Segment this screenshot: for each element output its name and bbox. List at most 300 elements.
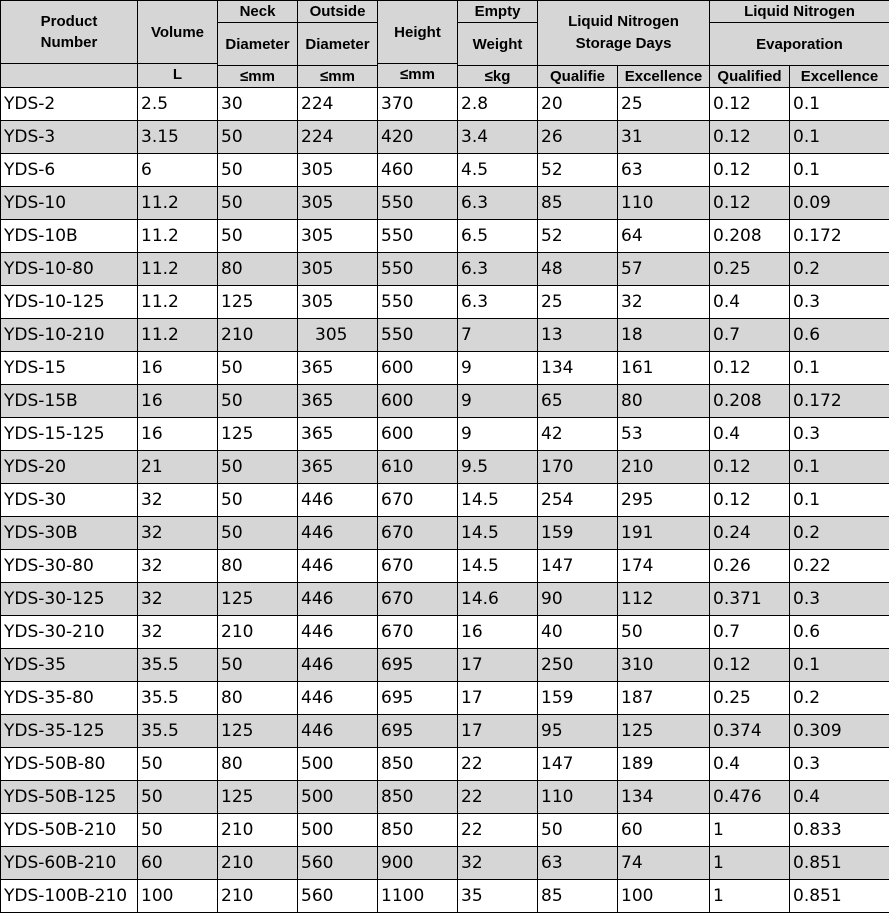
cell-product-number: YDS-15 xyxy=(1,352,138,385)
cell-volume: 50 xyxy=(138,781,218,814)
cell-product-number: YDS-30B xyxy=(1,517,138,550)
table-row xyxy=(1,121,889,154)
cell-product-number: YDS-30-125 xyxy=(1,583,138,616)
cell-days-excellence: 125 xyxy=(618,715,710,748)
cell-evap-qualified: 1 xyxy=(710,880,790,913)
cell-outside-diameter: 446 xyxy=(298,484,378,517)
cell-evap-excellence: 0.851 xyxy=(790,847,889,880)
table-row xyxy=(1,418,889,451)
cell-outside-diameter: 446 xyxy=(298,715,378,748)
cell-days-qualified: 85 xyxy=(538,880,618,913)
table-row xyxy=(1,517,889,550)
cell-days-qualified: 95 xyxy=(538,715,618,748)
cell-empty-weight: 6.3 xyxy=(458,286,538,319)
cell-volume: 3.15 xyxy=(138,121,218,154)
cell-product-number: YDS-50B-210 xyxy=(1,814,138,847)
cell-neck-diameter: 210 xyxy=(218,616,298,649)
cell-evap-excellence: 0.309 xyxy=(790,715,889,748)
header-storage-days-label: Liquid Nitrogen Storage Days xyxy=(568,13,679,52)
cell-days-qualified: 25 xyxy=(538,286,618,319)
cell-days-excellence: 63 xyxy=(618,154,710,187)
cell-neck-diameter: 50 xyxy=(218,649,298,682)
cell-volume: 32 xyxy=(138,484,218,517)
cell-height: 1100 xyxy=(378,880,458,913)
cell-evap-excellence: 0.833 xyxy=(790,814,889,847)
cell-evap-qualified: 0.12 xyxy=(710,484,790,517)
cell-days-qualified: 65 xyxy=(538,385,618,418)
cell-outside-diameter: 446 xyxy=(298,517,378,550)
header-evaporation-top: Liquid Nitrogen xyxy=(710,1,889,23)
cell-outside-diameter: 365 xyxy=(298,385,378,418)
cell-product-number: YDS-20 xyxy=(1,451,138,484)
cell-days-excellence: 74 xyxy=(618,847,710,880)
cell-days-excellence: 25 xyxy=(618,88,710,121)
cell-product-number: YDS-60B-210 xyxy=(1,847,138,880)
cell-neck-diameter: 50 xyxy=(218,517,298,550)
cell-evap-qualified: 0.7 xyxy=(710,616,790,649)
cell-volume: 60 xyxy=(138,847,218,880)
cell-evap-qualified: 0.12 xyxy=(710,352,790,385)
table-row xyxy=(1,220,889,253)
cell-outside-diameter: 446 xyxy=(298,682,378,715)
cell-product-number: YDS-10-80 xyxy=(1,253,138,286)
cell-neck-diameter: 210 xyxy=(218,319,298,352)
cell-evap-excellence: 0.1 xyxy=(790,121,889,154)
cell-product-number: YDS-50B-125 xyxy=(1,781,138,814)
cell-empty-weight: 6.5 xyxy=(458,220,538,253)
cell-neck-diameter: 210 xyxy=(218,847,298,880)
cell-height: 550 xyxy=(378,187,458,220)
cell-evap-qualified: 0.24 xyxy=(710,517,790,550)
cell-neck-diameter: 80 xyxy=(218,682,298,715)
cell-volume: 16 xyxy=(138,418,218,451)
cell-volume: 32 xyxy=(138,517,218,550)
table-row xyxy=(1,715,889,748)
cell-product-number: YDS-30-210 xyxy=(1,616,138,649)
cell-outside-diameter: 305 xyxy=(298,220,378,253)
cell-outside-diameter: 560 xyxy=(298,847,378,880)
cell-product-number: YDS-15B xyxy=(1,385,138,418)
header-product-number-label: Product Number xyxy=(40,13,98,51)
cell-height: 370 xyxy=(378,88,458,121)
cell-neck-diameter: 80 xyxy=(218,748,298,781)
cell-days-excellence: 53 xyxy=(618,418,710,451)
table-row xyxy=(1,880,889,913)
cell-days-qualified: 63 xyxy=(538,847,618,880)
cell-days-qualified: 48 xyxy=(538,253,618,286)
cell-outside-diameter: 365 xyxy=(298,451,378,484)
cell-evap-qualified: 0.12 xyxy=(710,88,790,121)
cell-evap-qualified: 0.208 xyxy=(710,385,790,418)
cell-product-number: YDS-35-125 xyxy=(1,715,138,748)
cell-volume: 11.2 xyxy=(138,220,218,253)
cell-evap-qualified: 0.4 xyxy=(710,748,790,781)
cell-height: 695 xyxy=(378,715,458,748)
table-row xyxy=(1,583,889,616)
cell-evap-qualified: 0.476 xyxy=(710,781,790,814)
cell-neck-diameter: 125 xyxy=(218,715,298,748)
cell-neck-diameter: 50 xyxy=(218,451,298,484)
cell-days-qualified: 13 xyxy=(538,319,618,352)
cell-evap-excellence: 0.1 xyxy=(790,484,889,517)
cell-evap-excellence: 0.3 xyxy=(790,583,889,616)
cell-days-excellence: 187 xyxy=(618,682,710,715)
cell-product-number: YDS-35 xyxy=(1,649,138,682)
unit-height: ≤mm xyxy=(378,63,457,85)
cell-days-qualified: 170 xyxy=(538,451,618,484)
unit-days-excellence: Excellence xyxy=(618,66,710,88)
cell-outside-diameter: 560 xyxy=(298,880,378,913)
cell-neck-diameter: 50 xyxy=(218,484,298,517)
cell-volume: 35.5 xyxy=(138,682,218,715)
cell-height: 600 xyxy=(378,352,458,385)
header-product-number xyxy=(1,1,138,88)
cell-days-excellence: 134 xyxy=(618,781,710,814)
header-empty-bottom: Weight xyxy=(458,23,538,66)
unit-evap-qualified: Qualified xyxy=(710,66,790,88)
cell-outside-diameter: 446 xyxy=(298,649,378,682)
cell-empty-weight: 22 xyxy=(458,748,538,781)
header-neck-top: Neck xyxy=(218,1,298,23)
table-row xyxy=(1,748,889,781)
cell-days-excellence: 32 xyxy=(618,286,710,319)
cell-evap-excellence: 0.1 xyxy=(790,352,889,385)
cell-empty-weight: 7 xyxy=(458,319,538,352)
cell-product-number: YDS-30-80 xyxy=(1,550,138,583)
cell-evap-excellence: 0.172 xyxy=(790,220,889,253)
cell-neck-diameter: 30 xyxy=(218,88,298,121)
table-row xyxy=(1,319,889,352)
cell-days-excellence: 57 xyxy=(618,253,710,286)
header-height xyxy=(378,1,458,88)
cell-days-qualified: 250 xyxy=(538,649,618,682)
cell-height: 550 xyxy=(378,253,458,286)
cell-height: 850 xyxy=(378,748,458,781)
table-row xyxy=(1,187,889,220)
unit-neck: ≤mm xyxy=(218,66,298,88)
table-row xyxy=(1,451,889,484)
cell-height: 695 xyxy=(378,682,458,715)
cell-height: 850 xyxy=(378,814,458,847)
cell-days-qualified: 40 xyxy=(538,616,618,649)
cell-outside-diameter: 500 xyxy=(298,781,378,814)
cell-empty-weight: 22 xyxy=(458,781,538,814)
cell-evap-qualified: 0.12 xyxy=(710,121,790,154)
cell-days-qualified: 254 xyxy=(538,484,618,517)
cell-empty-weight: 17 xyxy=(458,649,538,682)
cell-days-qualified: 52 xyxy=(538,220,618,253)
cell-outside-diameter: 500 xyxy=(298,814,378,847)
table-row xyxy=(1,88,889,121)
cell-neck-diameter: 210 xyxy=(218,814,298,847)
cell-volume: 32 xyxy=(138,550,218,583)
cell-height: 670 xyxy=(378,517,458,550)
cell-days-excellence: 295 xyxy=(618,484,710,517)
cell-neck-diameter: 125 xyxy=(218,418,298,451)
cell-days-qualified: 20 xyxy=(538,88,618,121)
cell-days-qualified: 110 xyxy=(538,781,618,814)
unit-outside: ≤mm xyxy=(298,66,378,88)
header-volume-label: Volume xyxy=(150,23,205,41)
cell-height: 900 xyxy=(378,847,458,880)
cell-height: 550 xyxy=(378,220,458,253)
cell-empty-weight: 9 xyxy=(458,352,538,385)
cell-evap-qualified: 0.25 xyxy=(710,682,790,715)
cell-outside-diameter: 224 xyxy=(298,121,378,154)
cell-empty-weight: 14.5 xyxy=(458,550,538,583)
cell-product-number: YDS-50B-80 xyxy=(1,748,138,781)
cell-outside-diameter: 446 xyxy=(298,583,378,616)
cell-volume: 32 xyxy=(138,616,218,649)
table-row xyxy=(1,682,889,715)
cell-empty-weight: 4.5 xyxy=(458,154,538,187)
cell-days-qualified: 50 xyxy=(538,814,618,847)
cell-days-excellence: 110 xyxy=(618,187,710,220)
cell-days-excellence: 50 xyxy=(618,616,710,649)
cell-product-number: YDS-6 xyxy=(1,154,138,187)
cell-evap-qualified: 0.12 xyxy=(710,451,790,484)
cell-empty-weight: 9.5 xyxy=(458,451,538,484)
cell-outside-diameter: 305 xyxy=(298,319,378,352)
cell-days-excellence: 310 xyxy=(618,649,710,682)
cell-neck-diameter: 80 xyxy=(218,550,298,583)
table-row xyxy=(1,253,889,286)
cell-empty-weight: 9 xyxy=(458,418,538,451)
cell-volume: 16 xyxy=(138,385,218,418)
unit-evap-excellence: Excellence xyxy=(790,66,889,88)
cell-days-qualified: 42 xyxy=(538,418,618,451)
header-outside-top: Outside xyxy=(298,1,378,23)
cell-days-excellence: 31 xyxy=(618,121,710,154)
table-row xyxy=(1,286,889,319)
table-row xyxy=(1,550,889,583)
cell-evap-excellence: 0.2 xyxy=(790,517,889,550)
cell-days-excellence: 64 xyxy=(618,220,710,253)
cell-height: 550 xyxy=(378,286,458,319)
cell-days-qualified: 26 xyxy=(538,121,618,154)
cell-outside-diameter: 305 xyxy=(298,187,378,220)
cell-evap-qualified: 0.4 xyxy=(710,418,790,451)
cell-outside-diameter: 224 xyxy=(298,88,378,121)
cell-evap-excellence: 0.3 xyxy=(790,286,889,319)
cell-height: 550 xyxy=(378,319,458,352)
cell-outside-diameter: 305 xyxy=(298,154,378,187)
cell-product-number: YDS-35-80 xyxy=(1,682,138,715)
cell-product-number: YDS-10-125 xyxy=(1,286,138,319)
cell-evap-excellence: 0.1 xyxy=(790,154,889,187)
cell-volume: 35.5 xyxy=(138,649,218,682)
header-outside-bottom: Diameter xyxy=(298,23,378,66)
cell-height: 600 xyxy=(378,385,458,418)
cell-days-qualified: 147 xyxy=(538,748,618,781)
cell-days-excellence: 112 xyxy=(618,583,710,616)
cell-days-excellence: 191 xyxy=(618,517,710,550)
cell-days-excellence: 60 xyxy=(618,814,710,847)
cell-product-number: YDS-10-210 xyxy=(1,319,138,352)
cell-neck-diameter: 125 xyxy=(218,583,298,616)
cell-empty-weight: 17 xyxy=(458,682,538,715)
unit-days-qualified: Qualifie xyxy=(538,66,618,88)
cell-height: 850 xyxy=(378,781,458,814)
cell-days-excellence: 189 xyxy=(618,748,710,781)
cell-empty-weight: 32 xyxy=(458,847,538,880)
cell-empty-weight: 9 xyxy=(458,385,538,418)
cell-empty-weight: 14.6 xyxy=(458,583,538,616)
cell-outside-diameter: 365 xyxy=(298,352,378,385)
cell-days-qualified: 159 xyxy=(538,682,618,715)
header-empty-top: Empty xyxy=(458,1,538,23)
cell-product-number: YDS-10B xyxy=(1,220,138,253)
cell-height: 695 xyxy=(378,649,458,682)
cell-outside-diameter: 500 xyxy=(298,748,378,781)
cell-evap-excellence: 0.851 xyxy=(790,880,889,913)
cell-height: 670 xyxy=(378,550,458,583)
header-storage-days xyxy=(538,1,710,66)
cell-evap-excellence: 0.1 xyxy=(790,451,889,484)
cell-height: 670 xyxy=(378,484,458,517)
cell-evap-excellence: 0.3 xyxy=(790,748,889,781)
cell-empty-weight: 2.8 xyxy=(458,88,538,121)
cell-neck-diameter: 80 xyxy=(218,253,298,286)
cell-volume: 2.5 xyxy=(138,88,218,121)
table-header xyxy=(1,1,889,88)
cell-evap-excellence: 0.1 xyxy=(790,649,889,682)
cell-volume: 32 xyxy=(138,583,218,616)
cell-evap-qualified: 0.208 xyxy=(710,220,790,253)
header-volume xyxy=(138,1,218,88)
cell-evap-qualified: 0.371 xyxy=(710,583,790,616)
cell-empty-weight: 17 xyxy=(458,715,538,748)
cell-evap-qualified: 0.12 xyxy=(710,154,790,187)
cell-evap-qualified: 0.4 xyxy=(710,286,790,319)
cell-days-excellence: 80 xyxy=(618,385,710,418)
cell-evap-qualified: 0.374 xyxy=(710,715,790,748)
cell-neck-diameter: 50 xyxy=(218,121,298,154)
cell-volume: 11.2 xyxy=(138,253,218,286)
cell-evap-excellence: 0.6 xyxy=(790,319,889,352)
cell-evap-excellence: 0.2 xyxy=(790,253,889,286)
cell-height: 670 xyxy=(378,616,458,649)
cell-evap-qualified: 0.25 xyxy=(710,253,790,286)
cell-product-number: YDS-15-125 xyxy=(1,418,138,451)
table-row xyxy=(1,649,889,682)
cell-days-qualified: 85 xyxy=(538,187,618,220)
cell-outside-diameter: 365 xyxy=(298,418,378,451)
cell-height: 460 xyxy=(378,154,458,187)
cell-evap-excellence: 0.09 xyxy=(790,187,889,220)
cell-volume: 11.2 xyxy=(138,286,218,319)
cell-empty-weight: 3.4 xyxy=(458,121,538,154)
cell-empty-weight: 14.5 xyxy=(458,517,538,550)
cell-evap-excellence: 0.172 xyxy=(790,385,889,418)
cell-volume: 16 xyxy=(138,352,218,385)
cell-outside-diameter: 446 xyxy=(298,550,378,583)
cell-product-number: YDS-10 xyxy=(1,187,138,220)
cell-evap-qualified: 0.12 xyxy=(710,187,790,220)
table-row xyxy=(1,847,889,880)
cell-days-excellence: 210 xyxy=(618,451,710,484)
table-body xyxy=(1,88,889,913)
header-neck-bottom: Diameter xyxy=(218,23,298,66)
cell-neck-diameter: 50 xyxy=(218,187,298,220)
cell-days-excellence: 161 xyxy=(618,352,710,385)
cell-evap-qualified: 1 xyxy=(710,814,790,847)
cell-product-number: YDS-2 xyxy=(1,88,138,121)
header-evaporation-bottom: Evaporation xyxy=(710,23,889,66)
cell-days-qualified: 52 xyxy=(538,154,618,187)
table-row xyxy=(1,484,889,517)
cell-product-number: YDS-30 xyxy=(1,484,138,517)
cell-neck-diameter: 125 xyxy=(218,286,298,319)
cell-evap-excellence: 0.22 xyxy=(790,550,889,583)
cell-evap-qualified: 1 xyxy=(710,847,790,880)
cell-volume: 6 xyxy=(138,154,218,187)
cell-empty-weight: 16 xyxy=(458,616,538,649)
cell-evap-excellence: 0.1 xyxy=(790,88,889,121)
cell-product-number: YDS-3 xyxy=(1,121,138,154)
cell-evap-excellence: 0.6 xyxy=(790,616,889,649)
cell-neck-diameter: 210 xyxy=(218,880,298,913)
cell-volume: 50 xyxy=(138,748,218,781)
cell-height: 610 xyxy=(378,451,458,484)
cell-height: 420 xyxy=(378,121,458,154)
cell-days-qualified: 90 xyxy=(538,583,618,616)
cell-neck-diameter: 125 xyxy=(218,781,298,814)
cell-days-excellence: 174 xyxy=(618,550,710,583)
cell-empty-weight: 22 xyxy=(458,814,538,847)
cell-volume: 21 xyxy=(138,451,218,484)
cell-outside-diameter: 446 xyxy=(298,616,378,649)
cell-days-excellence: 18 xyxy=(618,319,710,352)
table-row xyxy=(1,154,889,187)
cell-outside-diameter: 305 xyxy=(298,253,378,286)
cell-empty-weight: 6.3 xyxy=(458,253,538,286)
header-height-label: Height xyxy=(394,23,441,41)
cell-volume: 100 xyxy=(138,880,218,913)
cell-evap-qualified: 0.12 xyxy=(710,649,790,682)
cell-volume: 35.5 xyxy=(138,715,218,748)
unit-volume: L xyxy=(138,63,217,85)
cell-empty-weight: 35 xyxy=(458,880,538,913)
table-row xyxy=(1,814,889,847)
cell-days-qualified: 134 xyxy=(538,352,618,385)
cell-evap-qualified: 0.7 xyxy=(710,319,790,352)
cell-height: 670 xyxy=(378,583,458,616)
cell-empty-weight: 6.3 xyxy=(458,187,538,220)
cell-volume: 11.2 xyxy=(138,187,218,220)
cell-evap-excellence: 0.3 xyxy=(790,418,889,451)
cell-days-excellence: 100 xyxy=(618,880,710,913)
table-row xyxy=(1,781,889,814)
cell-product-number: YDS-100B-210 xyxy=(1,880,138,913)
cell-neck-diameter: 50 xyxy=(218,220,298,253)
table-row xyxy=(1,616,889,649)
cell-volume: 50 xyxy=(138,814,218,847)
cell-evap-qualified: 0.26 xyxy=(710,550,790,583)
cell-neck-diameter: 50 xyxy=(218,385,298,418)
cell-days-qualified: 159 xyxy=(538,517,618,550)
table-row xyxy=(1,385,889,418)
cell-outside-diameter: 305 xyxy=(298,286,378,319)
cell-volume: 11.2 xyxy=(138,319,218,352)
cell-neck-diameter: 50 xyxy=(218,352,298,385)
cell-evap-excellence: 0.2 xyxy=(790,682,889,715)
cell-days-qualified: 147 xyxy=(538,550,618,583)
cell-height: 600 xyxy=(378,418,458,451)
table-row xyxy=(1,352,889,385)
cell-neck-diameter: 50 xyxy=(218,154,298,187)
cell-empty-weight: 14.5 xyxy=(458,484,538,517)
